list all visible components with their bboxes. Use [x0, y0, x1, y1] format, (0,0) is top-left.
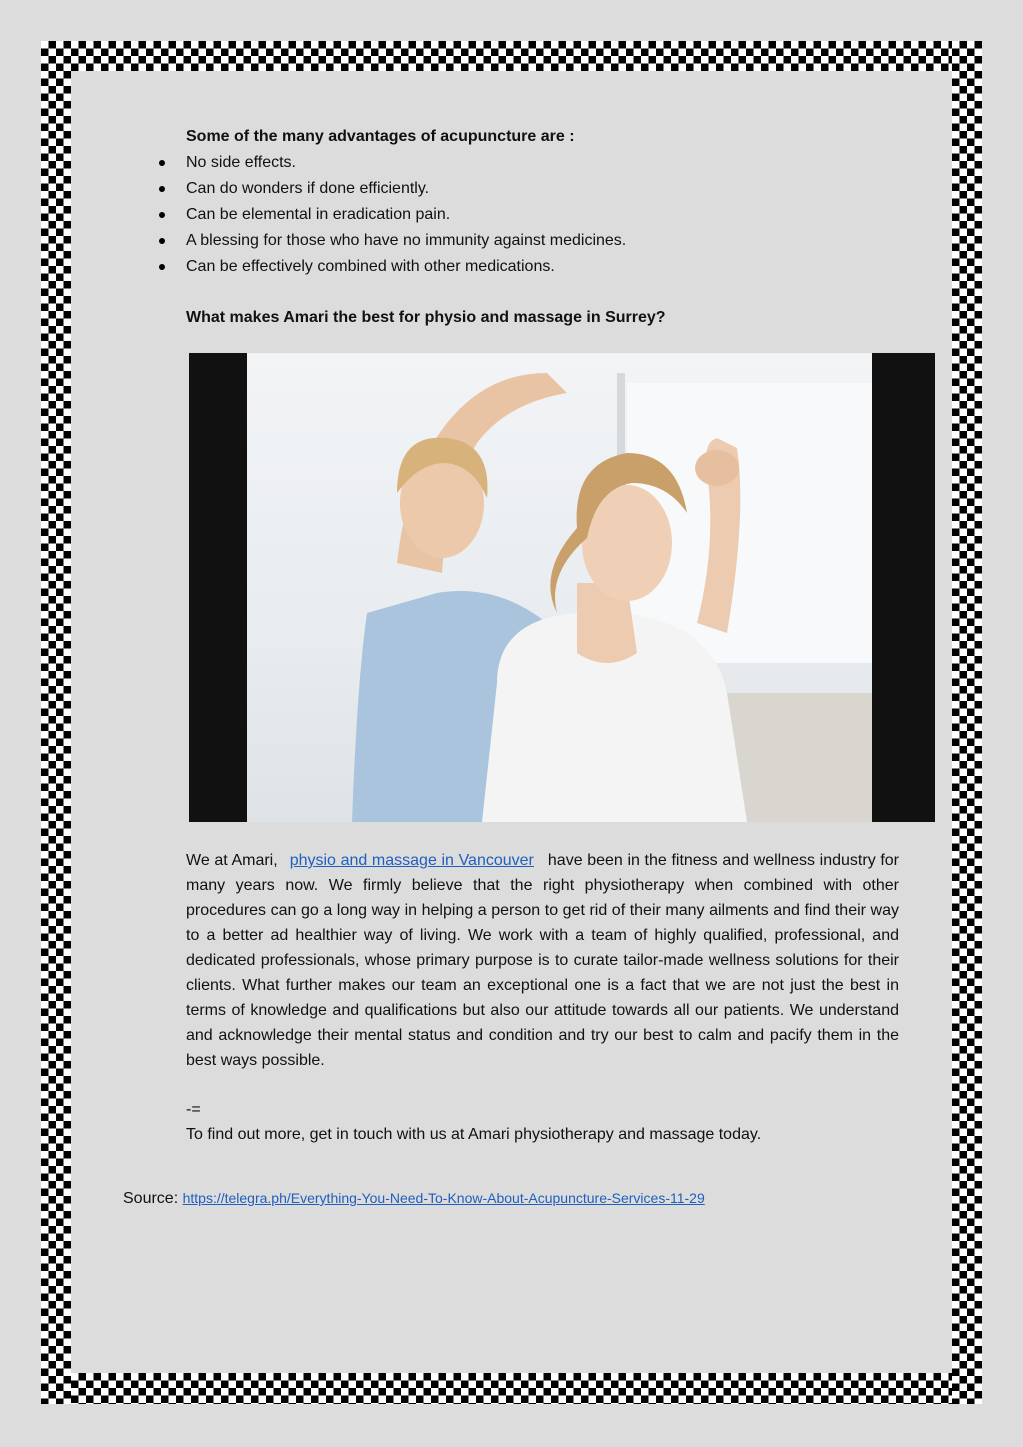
closing-line: To find out more, get in touch with us at Amari physiotherapy and massage today. [186, 1126, 762, 1143]
section-heading: What makes Amari the best for physio and massage in Surrey? [186, 309, 666, 326]
therapist-hand [695, 450, 739, 486]
source-link[interactable]: https://telegra.ph/Everything-You-Need-To-Know-About-Acupuncture-Services-11-29 [182, 1190, 705, 1206]
checkered-border-right [952, 41, 982, 1404]
source-label: Source: [123, 1190, 179, 1207]
source-line [123, 1186, 705, 1211]
checkered-border-bottom [41, 1373, 982, 1404]
physiotherapy-photo [189, 353, 935, 822]
list-item: Can be elemental in eradication pain. [186, 202, 899, 228]
body-intro: We at Amari, [186, 852, 278, 869]
list-item: Can do wonders if done efficiently. [186, 176, 899, 202]
list-item: Can be effectively combined with other medications. [186, 254, 899, 280]
advantages-section [186, 124, 899, 347]
body-rest: have been in the fitness and wellness industry for many years now. We firmly believe that the right physiotherapy when combined with other procedures can go a long way in helping a person to get rid of their many ailments and find their way to a better ad healthier way of living. We work with a team of highly qualified, professional, and dedicated professionals, whose primary purpose is to curate tailor-made wellness solutions for their clients. What further makes our team an exceptional one is a fact that we are not just the best in terms of knowledge and qualifications but also our attitude towards all our patients. We understand and acknowledge their mental status and condition and try our best to calm and pacify them in the best ways possible. [186, 852, 900, 1069]
checkered-border-left [41, 41, 71, 1404]
checkered-border-top [41, 41, 982, 71]
advantages-heading: Some of the many advantages of acupuncture are : [186, 128, 575, 145]
vancouver-link[interactable]: physio and massage in Vancouver [289, 852, 534, 869]
physio-illustration [247, 353, 872, 822]
body-paragraph [186, 848, 899, 1073]
list-item: A blessing for those who have no immunity against medicines. [186, 228, 899, 254]
advantages-list [186, 150, 899, 280]
list-item: No side effects. [186, 150, 899, 176]
photo-scene [247, 353, 872, 822]
dash-text: -= [186, 1101, 201, 1118]
